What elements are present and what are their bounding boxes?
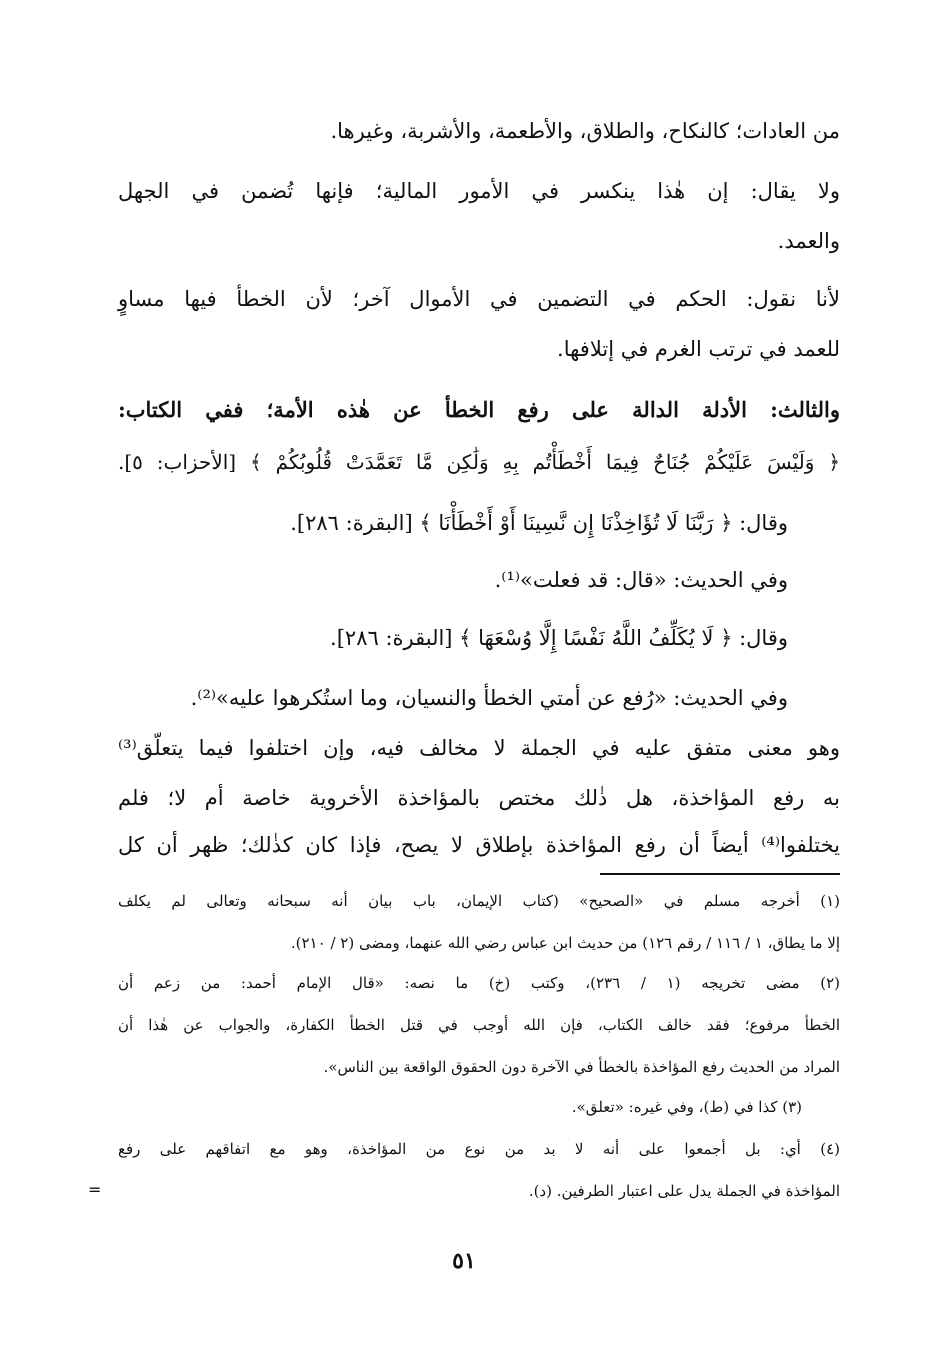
body-line-14: يختلفوا⁽⁴⁾ أيضاً أن رفع المؤاخذة بإطلاق لا يصح، فإذا كان كذٰلك؛ ظهر أن كل	[118, 833, 840, 857]
page-number: ٥١	[452, 1248, 476, 1274]
body-line-13: به رفع المؤاخذة، هل ذٰلك مختص بالمؤاخذة الأخروية خاصة أم لا؛ فلم	[118, 786, 840, 810]
footnote-3: (٣) كذا في (ط)، وفي غيره: «تعلق».	[571, 1098, 802, 1116]
body-line-6: والثالث: الأدلة الدالة على رفع الخطأ عن هٰذه الأمة؛ ففي الكتاب:	[118, 397, 840, 422]
body-line-1: من العادات؛ كالنكاح، والطلاق، والأطعمة، والأشربة، وغيرها.	[330, 119, 840, 143]
body-line-4: لأنا نقول: الحكم في التضمين في الأموال آخر؛ لأن الخطأ فيها مساوٍ	[118, 287, 840, 311]
body-line-3: والعمد.	[777, 229, 840, 253]
footnote-4-line-2: المؤاخذة في الجملة يدل على اعتبار الطرفين. (د).	[528, 1182, 840, 1200]
footnote-4-line-1: (٤) أي: بل أجمعوا على أنه لا بد من نوع من المؤاخذة، وهو مع اتفاقهم على رفع	[118, 1140, 840, 1158]
hadith-line-2: وفي الحديث: «رُفع عن أمتي الخطأ والنسيان، وما استُكرهوا عليه»⁽²⁾.	[190, 686, 788, 710]
footnote-1-line-2: إلا ما يطاق، ١ / ١١٦ / رقم ١٢٦) من حديث ابن عباس رضي الله عنهما، ومضى (٢ / ٢١٠).	[290, 934, 840, 952]
body-line-2: ولا يقال: إن هٰذا ينكسر في الأمور المالية؛ فإنها تُضمن في الجهل	[118, 179, 840, 203]
quran-verse-baqara-2: وقال: ﴿ لَا يُكَلِّفُ اللَّهُ نَفْسًا إِلَّا وُسْعَهَا ﴾ [البقرة: ٢٨٦].	[330, 626, 788, 650]
quran-verse-ahzab: ﴿ وَلَيْسَ عَلَيْكُمْ جُنَاحٌ فِيمَا أَخْطَأْتُم بِهِ وَلَٰكِن مَّا تَعَمَّدَتْ قُلُوبُكُمْ ﴾ [الأحزاب: ٥].	[118, 450, 840, 474]
footnote-2-line-3: المراد من الحديث رفع المؤاخذة بالخطأ في الآخرة دون الحقوق الواقعة بين الناس».	[323, 1058, 840, 1076]
body-line-5: للعمد في ترتب الغرم في إتلافها.	[557, 337, 840, 361]
footnote-separator	[600, 873, 840, 875]
continuation-mark: =	[88, 1180, 102, 1199]
body-line-12: وهو معنى متفق عليه في الجملة لا مخالف فيه، وإن اختلفوا فيما يتعلّق⁽³⁾	[118, 736, 840, 760]
footnote-2-line-1: (٢) مضى تخريجه (١ / ٢٣٦)، وكتب (خ) ما نصه: «قال الإمام أحمد: من زعم أن	[118, 974, 840, 992]
quran-verse-baqara-1: وقال: ﴿ رَبَّنَا لَا تُؤَاخِذْنَا إِن نَّسِينَا أَوْ أَخْطَأْنَا ﴾ [البقرة: ٢٨٦].	[290, 511, 788, 535]
footnote-1-line-1: (١) أخرجه مسلم في «الصحيح» (كتاب الإيمان، باب بيان أنه سبحانه وتعالى لم يكلف	[118, 892, 840, 910]
hadith-line-1: وفي الحديث: «قال: قد فعلت»⁽¹⁾.	[494, 568, 788, 592]
footnote-2-line-2: الخطأ مرفوع؛ فقد خالف الكتاب، فإن الله أوجب في قتل الخطأ الكفارة، والجواب عن هٰذا أن	[118, 1016, 840, 1034]
